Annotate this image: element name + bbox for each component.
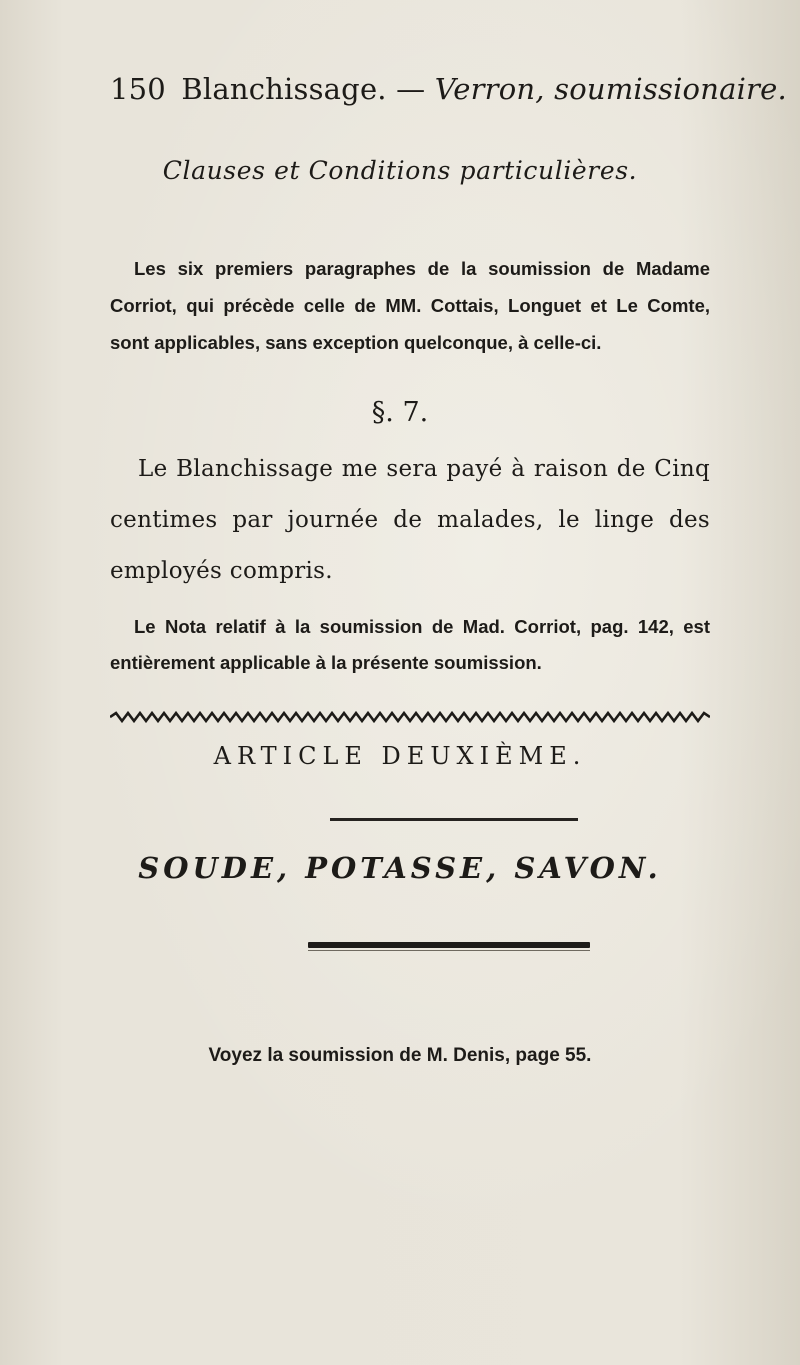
article-heading: ARTICLE DEUXIÈME. xyxy=(213,742,587,770)
paragraph-blanchissage-text: Le Blanchissage me sera payé à raison de Cinq centimes par journée de malades, le linge des employés compris. xyxy=(110,456,710,584)
subject-rule-thin xyxy=(308,950,590,951)
paragraph-six-first xyxy=(110,250,710,361)
page-number: 150 xyxy=(110,72,166,106)
section-subtitle: Clauses et Conditions particulières. xyxy=(162,156,638,185)
paragraph-nota xyxy=(110,609,710,681)
running-head-title: Blanchissage. — xyxy=(181,72,426,106)
running-head-italic: Verron, soumissionaire. xyxy=(434,72,787,106)
paragraph-six-first-text: Les six premiers paragraphes de la soumission de Madame Corriot, qui précède celle de MM. Cottais, Longuet et Le Comte, sont applicables, sans exception quelconque, à celle-ci. xyxy=(110,258,710,353)
heading-rule xyxy=(330,818,578,821)
paragraph-nota-text: Le Nota relatif à la soumission de Mad. Corriot, pag. 142, est entièrement applicable à la présente soumission. xyxy=(110,616,710,673)
section-mark: §. 7. xyxy=(371,397,429,428)
ornamental-rule xyxy=(110,710,710,724)
paragraph-blanchissage xyxy=(110,444,710,597)
subject-rule-thick xyxy=(308,942,590,948)
running-head xyxy=(110,72,787,106)
reference-note: Voyez la soumission de M. Denis, page 55. xyxy=(208,1045,592,1066)
article-subject: SOUDE, POTASSE, SAVON. xyxy=(138,851,662,885)
